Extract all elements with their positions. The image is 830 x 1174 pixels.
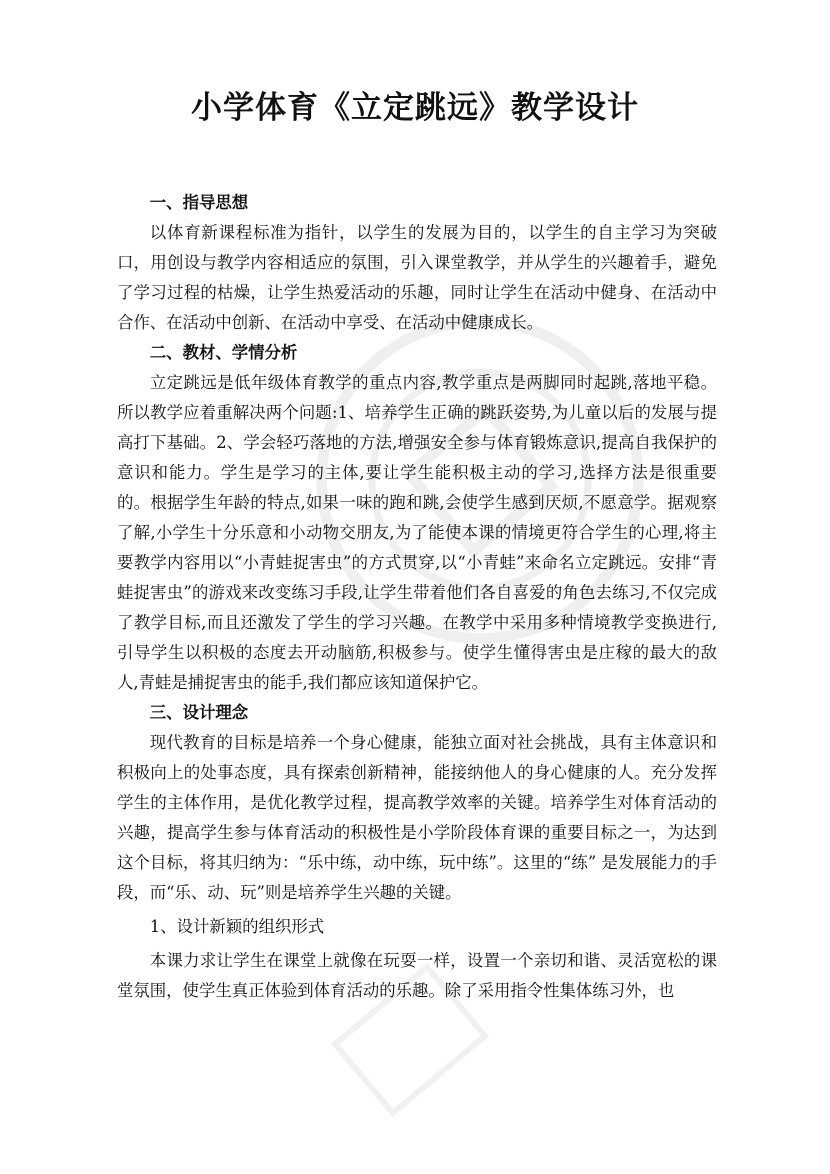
section-paragraph-guiding-ideas: 以体育新课程标准为指针，以学生的发展为目的，以学生的自主学习为突破口，用创设与教学内容相适应的氛围，引入课堂教学，并从学生的兴趣着手，避免了学习过程的枯燥，让学生热爱活动的乐趣，同时让学生在活动中健身、在活动中合作、在活动中创新、在活动中享受、在活动中健康成长。 [117, 223, 717, 332]
document-body [117, 188, 717, 1006]
section-paragraph-design-concept: 现代教育的目标是培养一个身心健康，能独立面对社会挑战，具有主体意识和积极向上的处事态度，具有探索创新精神，能接纳他人的身心健康的人。充分发挥学生的主体作用，是优化教学过程，提高教学效率的关键。培养学生对体育活动的兴趣，提高学生参与体育活动的积极性是小学阶段体育课的重要目标之一，为达到这个目标，将其归纳为：“乐中练，动中练，玩中练”。这里的“练” 是发展能力的手段，而“乐、动、玩”则是培养学生兴趣的关键。 [117, 733, 717, 902]
subsection-heading-organization: 1、设计新颖的组织形式 [149, 917, 325, 936]
section-heading-material-analysis: 二、教材、学情分析 [149, 343, 298, 362]
document-title: 小学体育《立定跳远》教学设计 [191, 90, 639, 126]
subsection-paragraph-organization: 本课力求让学生在课堂上就像在玩耍一样，设置一个亲切和谐、灵活宽松的课堂氛围，使学生真正体验到体育活动的乐趣。除了采用指令性集体练习外，也 [117, 951, 717, 1000]
section-paragraph-material-analysis: 立定跳远是低年级体育教学的重点内容,教学重点是两脚同时起跳,落地平稳。所以教学应着重解决两个问题:1、培养学生正确的跳跃姿势,为儿童以后的发展与提高打下基础。2、学会轻巧落地的方法,增强安全参与体育锻炼意识,提高自我保护的意识和能力。学生是学习的主体,要让学生能积极主动的学习,选择方法是很重要的。根据学生年龄的特点,如果一味的跑和跳,会使学生感到厌烦,不愿意学。据观察了解,小学生十分乐意和小动物交朋友,为了能使本课的情境更符合学生的心理,将主要教学内容用以“小青蛙捉害虫”的方式贯穿,以“小青蛙”来命名立定跳远。安排“青蛙捉害虫”的游戏来改变练习手段,让学生带着他们各自喜爱的角色去练习,不仅完成了教学目标,而且还激发了学生的学习兴趣。在教学中采用多种情境教学变换进行,引导学生以积极的态度去开动脑筋,积极参与。使学生懂得害虫是庄稼的最大的敌人,青蛙是捕捉害虫的能手,我们都应该知道保护它。 [117, 373, 717, 692]
section-heading-design-concept: 三、设计理念 [149, 703, 249, 722]
section-heading-guiding-ideas: 一、指导思想 [149, 193, 249, 212]
